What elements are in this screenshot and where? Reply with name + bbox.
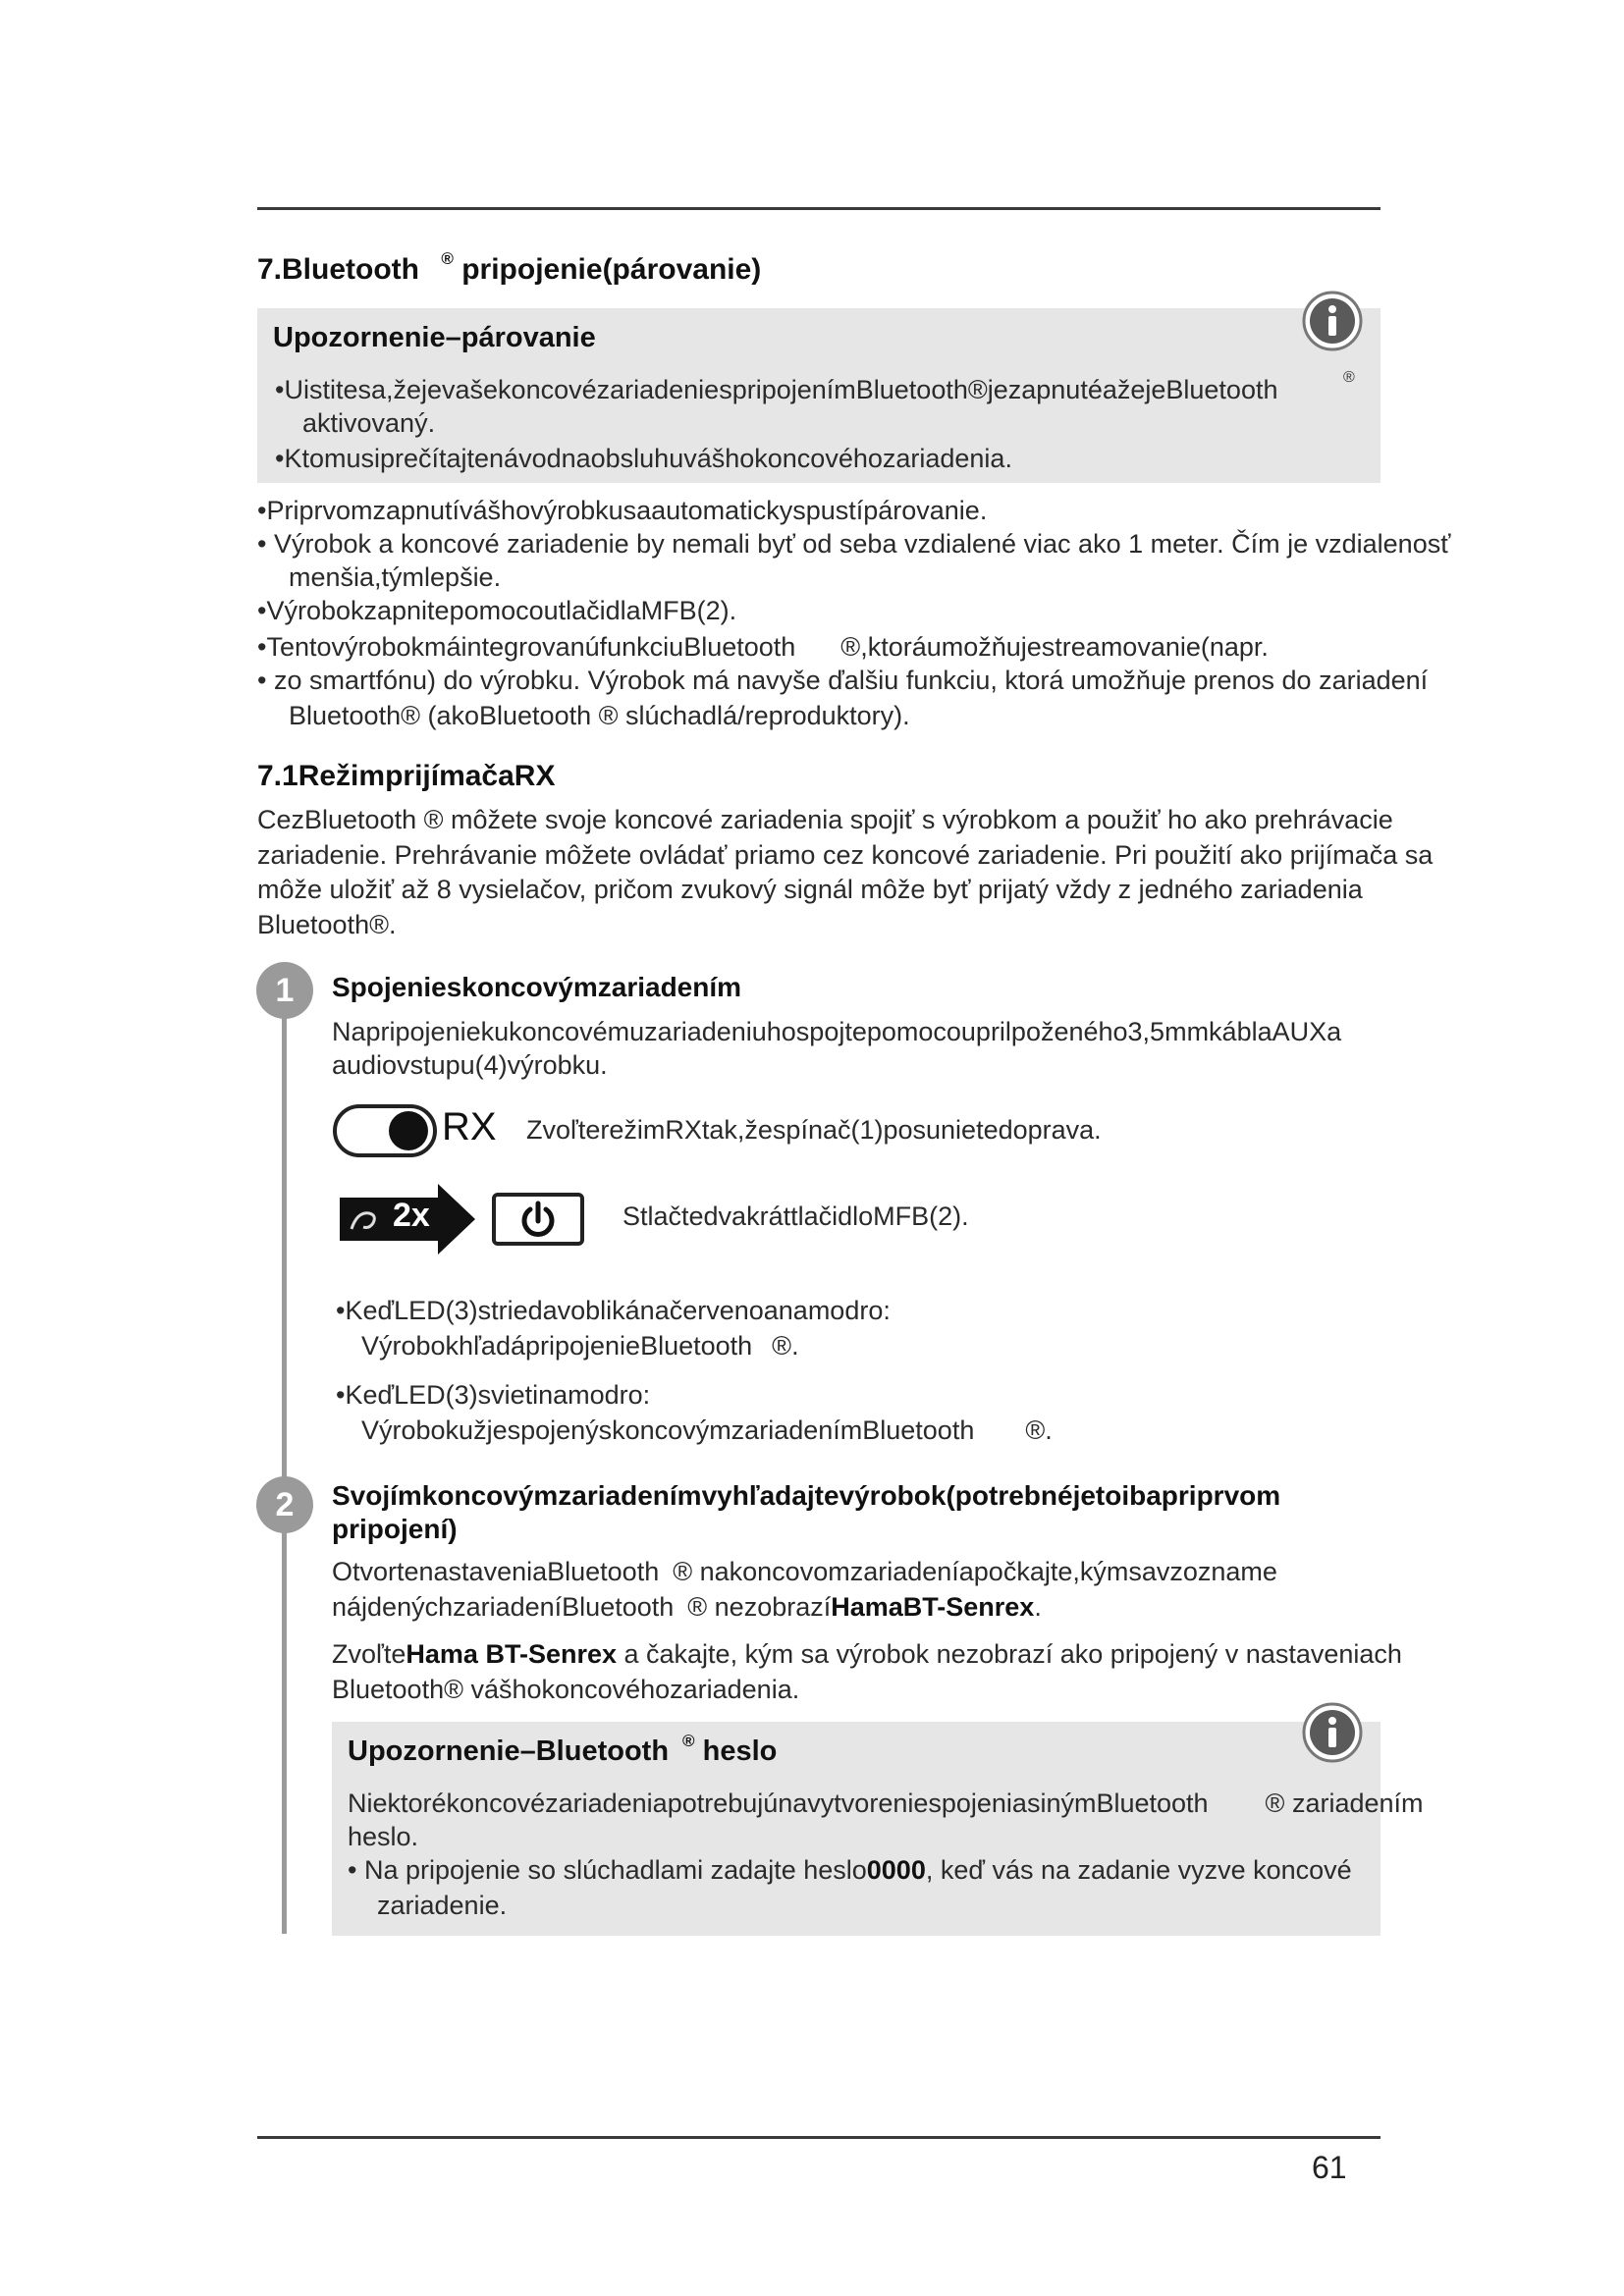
led-2-text: VýrobokužjespojenýskoncovýmzariadenímBluetooth <box>361 1415 975 1445</box>
password-note-box <box>332 1722 1424 1936</box>
step-2-title-2: pripojení) <box>332 1514 458 1544</box>
step-2-p1b: ® nakoncovomzariadeníapočkajte,kýmsavzozname <box>673 1557 1277 1586</box>
device-name-2: Hama BT-Senrex <box>406 1639 617 1669</box>
pairing-note-box <box>257 308 1380 483</box>
note-2-line-2b: , keď vás na zadanie vyzve koncové <box>925 1855 1352 1885</box>
note-line-1: •Uistitesa,žejevašekoncovézariadeniespripojenímBluetooth®jezapnutéažejeBluetooth <box>275 375 1278 404</box>
heading-title: 7.Bluetooth <box>257 253 419 286</box>
step-2-p2b: ® nezobrazí <box>687 1592 832 1622</box>
note-line-1b: aktivovaný. <box>302 408 436 438</box>
info-icon-2 <box>1302 1702 1363 1763</box>
power-button-icon <box>491 1192 585 1247</box>
rx-label: RX <box>442 1105 497 1148</box>
note-2-line-1a: NiektorékoncovézariadeniapotrebujúnavytvoreniespojeniasinýmBluetooth <box>348 1789 1209 1818</box>
heading-title-rest: pripojenie(párovanie) <box>461 253 762 286</box>
step-2-p2 <box>332 1590 1042 1624</box>
led-state-1: •KeďLED(3)striedavoblikánačervenoanamodro: <box>336 1296 891 1325</box>
step-1-badge: 1 <box>256 962 313 1019</box>
step-2-title-1: Svojímkoncovýmzariadenímvyhľadajtevýrobok(potrebnéjetoibapriprvom <box>332 1480 1281 1511</box>
step-2-p1 <box>332 1555 1277 1588</box>
section-71-p3: môže uložiť až 8 vysielačov, pričom zvukový signál môže byť prijatý vždy z jedného zariadenia <box>257 875 1363 904</box>
led-state-1-desc <box>361 1329 799 1362</box>
bullet-4b: ®,ktoráumožňujestreamovanie(napr. <box>840 632 1269 662</box>
step-2-p1a: OtvortenastaveniaBluetooth <box>332 1557 660 1586</box>
note-line-2: •Ktomusiprečítajtenávodnaobsluhuvášhokoncovéhozariadenia. <box>275 444 1012 473</box>
bullet-4 <box>257 630 1269 664</box>
section-heading <box>257 249 762 287</box>
section-71-heading: 7.1RežimprijímačaRX <box>257 760 556 792</box>
note-2-line-2a: • Na pripojenie so slúchadlami zadajte heslo <box>348 1855 867 1885</box>
bullet-5: • zo smartfónu) do výrobku. Výrobok má navyše ďalšiu funkciu, ktorá umožňuje prenos do zariadení <box>257 666 1429 695</box>
page-number: 61 <box>1312 2150 1347 2185</box>
step-2-p3 <box>332 1637 1402 1671</box>
note-2-line-1 <box>348 1787 1424 1820</box>
step-2-p3a: Zvoľte <box>332 1639 406 1669</box>
password-value: 0000 <box>866 1855 926 1885</box>
rx-instruction: ZvoľterežimRXtak,žespínač(1)posunietedoprava. <box>526 1115 1102 1145</box>
note-2-line-2 <box>348 1853 1352 1887</box>
led-1-reg: ®. <box>772 1331 799 1361</box>
bullet-5b: Bluetooth® (akoBluetooth ® slúchadlá/reproduktory). <box>289 701 910 730</box>
press-count: 2x <box>393 1197 430 1234</box>
step-1-text-2: audiovstupu(4)výrobku. <box>332 1050 608 1080</box>
step-2-p2a: nájdenýchzariadeníBluetooth <box>332 1592 675 1622</box>
bullet-1: •Priprvomzapnutívášhovýrobkusaautomatickyspustípárovanie. <box>257 496 988 525</box>
led-state-2: •KeďLED(3)svietinamodro: <box>336 1380 651 1410</box>
step-2-badge: 2 <box>256 1476 313 1533</box>
note-2-title-rest: heslo <box>702 1735 778 1767</box>
bullet-4a: •TentovýrobokmáintegrovanúfunkciuBluetooth <box>257 632 796 662</box>
bullet-2: • Výrobok a koncové zariadenie by nemali byť od seba vzdialené viac ako 1 meter. Čím je vzdialenosť <box>257 529 1451 559</box>
bullet-3: •VýrobokzapnitepomocoutlačidlaMFB(2). <box>257 596 737 625</box>
section-71-p1: CezBluetooth ® môžete svoje koncové zariadenia spojiť s výrobkom a použiť ho ako prehrávacie <box>257 805 1393 834</box>
note-2-line-2c: zariadenie. <box>377 1891 508 1920</box>
top-rule <box>257 207 1380 210</box>
press-instruction: StlačtedvakráttlačidloMFB(2). <box>623 1201 969 1231</box>
rx-switch-icon <box>332 1103 438 1158</box>
note-2-title <box>348 1732 778 1768</box>
note-reg-mark: ® <box>1343 369 1355 386</box>
bullet-2b: menšia,týmlepšie. <box>289 562 502 592</box>
led-2-reg: ®. <box>1025 1415 1053 1445</box>
step-connector-line <box>282 991 287 1934</box>
section-71-p2: zariadenie. Prehrávanie môžete ovládať priamo cez koncové zariadenie. Pri použití ako prijímača sa <box>257 840 1434 870</box>
section-71-p4: Bluetooth®. <box>257 910 397 939</box>
step-1-text-1: Napripojeniekukoncovémuzariadeniuhospojtepomocouprilpoženého3,5mmkáblaAUXa <box>332 1017 1342 1046</box>
step-1-title: Spojenieskoncovýmzariadením <box>332 972 742 1002</box>
device-name: HamaBT-Senrex <box>831 1592 1035 1622</box>
led-1-text: VýrobokhľadápripojenieBluetooth <box>361 1331 753 1361</box>
step-2-p2-end: . <box>1034 1592 1042 1622</box>
led-state-2-desc <box>361 1414 1053 1447</box>
note-2-reg: ® <box>682 1732 695 1750</box>
note-2-title-text: Upozornenie–Bluetooth <box>348 1735 670 1767</box>
note-2-line-1c: heslo. <box>348 1822 419 1851</box>
note-2-line-1b: ® zariadením <box>1265 1789 1424 1818</box>
step-2-p4: Bluetooth® vášhokoncovéhozariadenia. <box>332 1675 800 1704</box>
bottom-rule <box>257 2136 1380 2139</box>
note-title: Upozornenie–párovanie <box>273 322 596 353</box>
step-2-p3b: a čakajte, kým sa výrobok nezobrazí ako pripojený v nastaveniach <box>617 1639 1402 1669</box>
heading-reg: ® <box>441 249 454 268</box>
info-icon <box>1302 291 1363 351</box>
